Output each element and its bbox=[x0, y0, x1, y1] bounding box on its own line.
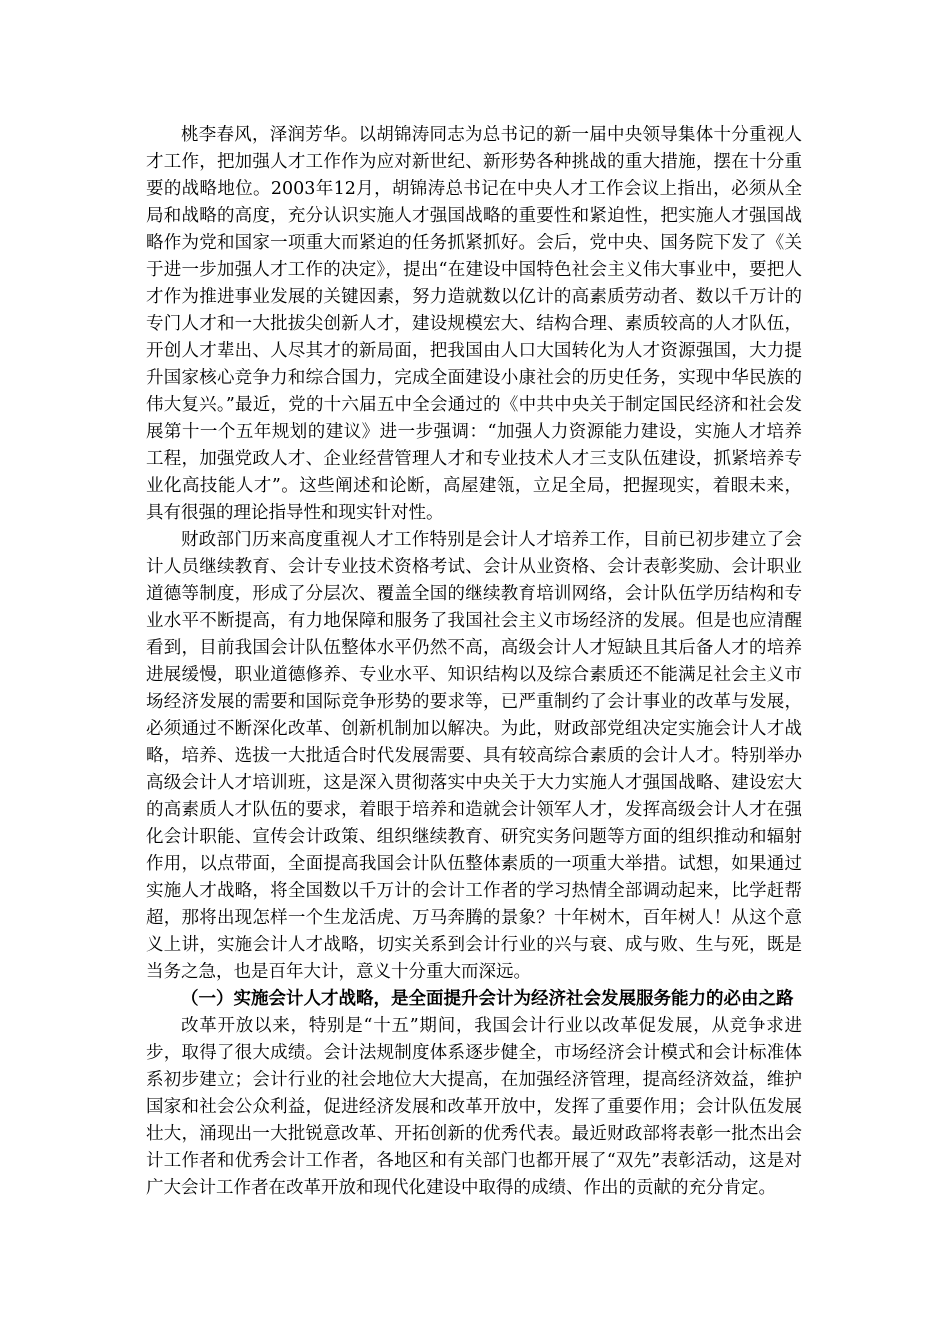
body-paragraph-1: 桃李春风，泽润芳华。以胡锦涛同志为总书记的新一届中央领导集体十分重视人才工作，把加强人才工作作为应对新世纪、新形势各种挑战的重大措施，摆在十分重要的战略地位。2003年12月，胡锦涛总书记在中央人才工作会议上指出，必须从全局和战略的高度，充分认识实施人才强国战略的重要性和紧迫性，把实施人才强国战略作为党和国家一项重大而紧迫的任务抓紧抓好。会后，党中央、国务院下发了《关于进一步加强人才工作的决定》，提出“在建设中国特色社会主义伟大事业中，要把人才作为推进事业发展的关键因素，努力造就数以亿计的高素质劳动者、数以千万计的专门人才和一大批拔尖创新人才，建设规模宏大、结构合理、素质较高的人才队伍，开创人才辈出、人尽其才的新局面，把我国由人口大国转化为人才资源强国，大力提升国家核心竞争力和综合国力，完成全面建设小康社会的历史任务，实现中华民族的伟大复兴。”最近，党的十六届五中全会通过的《中共中央关于制定国民经济和社会发展第十一个五年规划的建议》进一步强调：“加强人力资源能力建设，实施人才培养工程，加强党政人才、企业经营管理人才和专业技术人才三支队伍建设，抓紧培养专业化高技能人才”。这些阐述和论断，高屋建瓴，立足全局，把握现实，着眼未来，具有很强的理论指导性和现实针对性。 bbox=[146, 125, 802, 523]
document-page bbox=[146, 122, 802, 1202]
body-paragraph-2: 财政部门历来高度重视人才工作特别是会计人才培养工作，目前已初步建立了会计人员继续教育、会计专业技术资格考试、会计从业资格、会计表彰奖励、会计职业道德等制度，形成了分层次、覆盖全国的继续教育培训网络，会计队伍学历结构和专业水平不断提高，有力地保障和服务了我国社会主义市场经济的发展。但是也应清醒看到，目前我国会计队伍整体水平仍然不高，高级会计人才短缺且其后备人才的培养进展缓慢，职业道德修养、专业水平、知识结构以及综合素质还不能满足社会主义市场经济发展的需要和国际竞争形势的要求等，已严重制约了会计事业的改革与发展，必须通过不断深化改革、创新机制加以解决。为此，财政部党组决定实施会计人才战略，培养、选拔一大批适合时代发展需要、具有较高综合素质的会计人才。特别举办高级会计人才培训班，这是深入贯彻落实中央关于大力实施人才强国战略、建设宏大的高素质人才队伍的要求，着眼于培养和造就会计领军人才，发挥高级会计人才在强化会计职能、宣传会计政策、组织继续教育、研究实务问题等方面的组织推动和辐射作用，以点带面，全面提高我国会计队伍整体素质的一项重大举措。试想，如果通过实施人才战略，将全国数以千万计的会计工作者的学习热情全部调动起来，比学赶帮超，那将出现怎样一个生龙活虎、万马奔腾的景象？十年树木，百年树人！从这个意义上讲，实施会计人才战略，切实关系到会计行业的兴与衰、成与败、生与死，既是当务之急，也是百年大计，意义十分重大而深远。 bbox=[146, 530, 802, 982]
section-heading: （一）实施会计人才战略，是全面提升会计为经济社会发展服务能力的必由之路 bbox=[181, 989, 794, 1009]
section-paragraph: 改革开放以来，特别是“十五”期间，我国会计行业以改革促发展，从竞争求进步，取得了很大成绩。会计法规制度体系逐步健全，市场经济会计模式和会计标准体系初步建立；会计行业的社会地位大大提高，在加强经济管理，提高经济效益，维护国家和社会公众利益，促进经济发展和改革开放中，发挥了重要作用；会计队伍发展壮大，涌现出一大批锐意改革、开拓创新的优秀代表。最近财政部将表彰一批杰出会计工作者和优秀会计工作者，各地区和有关部门也都开展了“双先”表彰活动，这是对广大会计工作者在改革开放和现代化建设中取得的成绩、作出的贡献的充分肯定。 bbox=[146, 1016, 802, 1198]
